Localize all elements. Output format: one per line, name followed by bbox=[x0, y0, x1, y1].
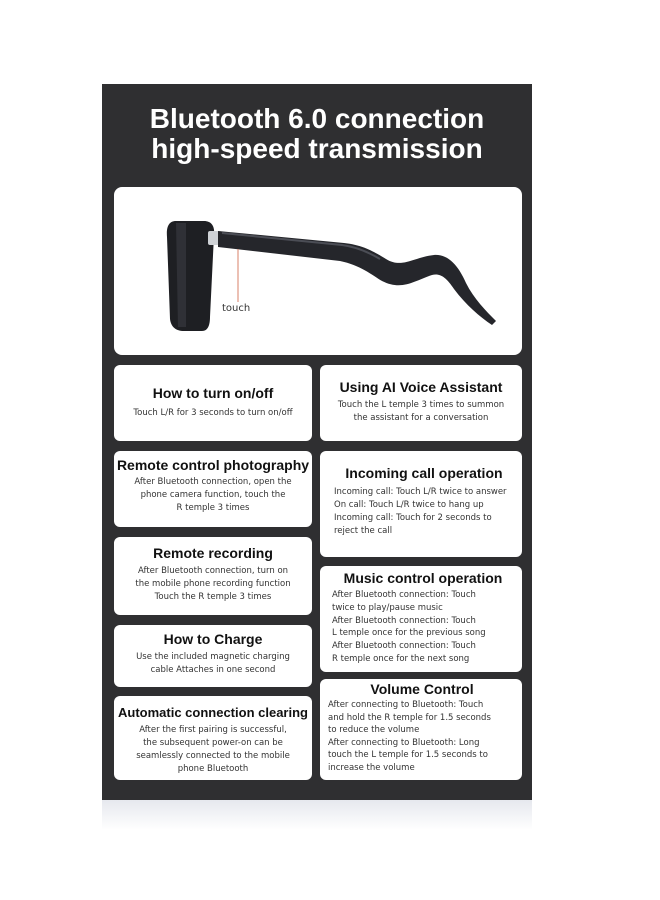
card-description: After connecting to Bluetooth: Touch and hold the R temple for 1.5 seconds to reduce the volume After connecting to Bluetooth: Long touch the L temple for 1.5 seconds to increase the volume bbox=[328, 700, 491, 773]
headline-line-1: Bluetooth 6.0 connection bbox=[149, 103, 485, 134]
card-description: After Bluetooth connection, turn on the mobile phone recording function Touch the R temple 3 times bbox=[135, 566, 291, 602]
card-auto-connection-clearing bbox=[114, 696, 312, 780]
card-remote-recording bbox=[114, 537, 312, 615]
card-description: Incoming call: Touch L/R twice to answer On call: Touch L/R twice to hang up Incoming call: Touch for 2 seconds to reject the call bbox=[334, 487, 507, 536]
card-title: Volume Control bbox=[370, 681, 474, 697]
headline bbox=[102, 104, 532, 164]
product-info-panel bbox=[102, 84, 532, 800]
card-how-to-charge bbox=[114, 625, 312, 687]
card-title: How to turn on/off bbox=[152, 385, 274, 401]
glasses-arm-illustration bbox=[114, 187, 522, 355]
card-title: How to Charge bbox=[163, 631, 263, 647]
touch-label: touch bbox=[222, 303, 251, 314]
card-ai-voice-assistant bbox=[320, 365, 522, 441]
card-volume-control bbox=[320, 679, 522, 780]
card-description: After Bluetooth connection, open the phone camera function, touch the R temple 3 times bbox=[134, 477, 292, 513]
card-description: Touch L/R for 3 seconds to turn on/off bbox=[133, 408, 293, 418]
card-description: Touch the L temple 3 times to summon the assistant for a conversation bbox=[337, 400, 505, 423]
card-description: After the first pairing is successful, the subsequent power-on can be seamlessly connected to the mobile phone Bluetooth bbox=[136, 725, 290, 774]
card-music-control bbox=[320, 566, 522, 672]
card-title: Using AI Voice Assistant bbox=[339, 379, 503, 395]
card-turn-on-off bbox=[114, 365, 312, 441]
card-incoming-call bbox=[320, 451, 522, 557]
headline-line-2: high-speed transmission bbox=[151, 133, 483, 164]
card-description: Use the included magnetic charging cable Attaches in one second bbox=[136, 652, 290, 675]
glasses-hero-image bbox=[114, 187, 522, 355]
card-remote-photography bbox=[114, 451, 312, 527]
panel-reflection bbox=[102, 800, 532, 830]
card-title: Music control operation bbox=[343, 570, 503, 586]
card-description: After Bluetooth connection: Touch twice to play/pause music After Bluetooth connection: Touch L temple once for the previous song After Bluetooth connection: Touch R temple once for the next song bbox=[332, 590, 486, 664]
card-title: Remote control photography bbox=[116, 457, 310, 473]
card-title: Automatic connection clearing bbox=[118, 705, 308, 720]
card-title: Incoming call operation bbox=[345, 465, 503, 481]
card-title: Remote recording bbox=[153, 545, 273, 561]
